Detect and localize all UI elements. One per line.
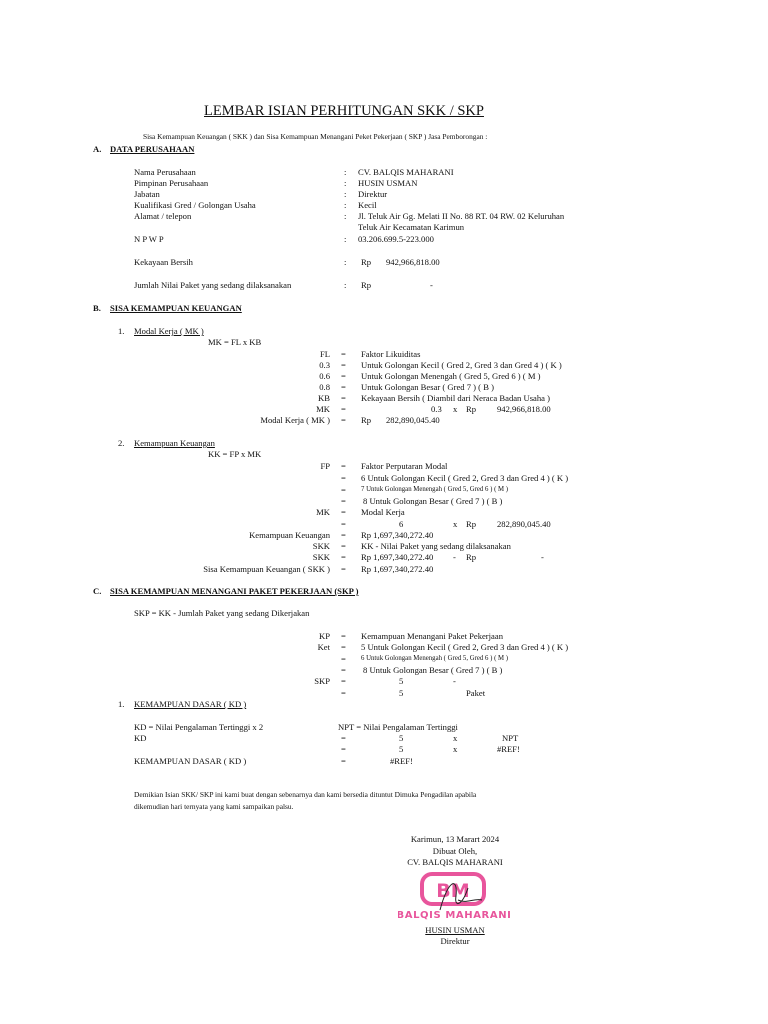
stamp-text: BALQIS MAHARANI	[398, 910, 510, 921]
skk-label: SKK	[312, 552, 330, 562]
equals-sign: =	[341, 360, 346, 370]
qualification-label: Kualifikasi Gred / Golongan Usaha	[134, 200, 256, 210]
equals-sign: =	[341, 349, 346, 359]
financial-capacity-heading: Kemampuan Keuangan	[134, 438, 215, 448]
colon: :	[344, 280, 347, 290]
mk-def-left: 0.6	[319, 371, 330, 381]
intro-text: Sisa Kemampuan Keuangan ( SKK ) dan Sisa Kemampuan Menangani Peket Pekerjaan ( SKP ) Jasa Pemborongan :	[143, 132, 488, 141]
kk-def-left: MK	[316, 507, 330, 517]
mk-result-label: Modal Kerja ( MK )	[260, 415, 330, 425]
kk-calc-factor: 6	[399, 519, 404, 529]
npt-value: #REF!	[497, 744, 520, 754]
qualification-value: Kecil	[358, 200, 377, 210]
colon: :	[344, 167, 347, 177]
kd-factor: 5	[399, 733, 404, 743]
npwp-value: 03.206.699.5-223.000	[358, 234, 434, 244]
equals-sign: =	[341, 654, 346, 664]
equals-sign: =	[341, 676, 346, 686]
npt-formula: NPT = Nilai Pengalaman Tertinggi	[338, 722, 458, 732]
kk-def-text: Faktor Perputaran Modal	[361, 461, 448, 471]
kd-factor: 5	[399, 744, 404, 754]
skp-formula: SKP = KK - Jumlah Paket yang sedang Dikerjakan	[134, 608, 310, 618]
equals-sign: =	[341, 733, 346, 743]
place-date: Karimun, 13 Marart 2024	[410, 834, 500, 844]
kk-result-value: Rp 1,697,340,272.40	[361, 530, 434, 540]
skp-result-unit: Paket	[466, 688, 486, 698]
colon: :	[344, 200, 347, 210]
equals-sign: =	[341, 404, 346, 414]
kd-label: KD	[134, 733, 147, 743]
skp-result-value: 5	[399, 688, 404, 698]
signer-name: HUSIN USMAN	[425, 925, 485, 935]
net-worth-value: 942,966,818.00	[386, 257, 440, 267]
mk-def-text: Untuk Golongan Kecil ( Gred 2, Gred 3 dan Gred 4 ) ( K )	[361, 360, 562, 370]
basic-capacity-heading: KEMAMPUAN DASAR ( KD )	[134, 699, 247, 709]
currency-label: Rp	[361, 280, 372, 290]
dash-value: -	[541, 552, 544, 562]
colon: :	[344, 257, 347, 267]
mk-def-text: Untuk Golongan Besar ( Gred 7 ) ( B )	[361, 382, 494, 392]
net-worth-label: Kekayaan Bersih	[134, 257, 193, 267]
currency-label: Rp	[361, 415, 372, 425]
skk-result-value: Rp 1,697,340,272.40	[361, 564, 434, 574]
equals-sign: =	[341, 541, 346, 551]
mk-def-left: 0.8	[319, 382, 330, 392]
multiply-sign: x	[453, 404, 458, 414]
kk-calc-value: 282,890,045.40	[497, 519, 551, 529]
skp-label: SKP	[314, 676, 330, 686]
skk-formula-text: KK - Nilai Paket yang sedang dilaksanakan	[361, 541, 511, 551]
made-by-label: Dibuat Oleh,	[432, 846, 478, 856]
skp-value: 5	[399, 676, 404, 686]
mk-calc-value: 942,966,818.00	[497, 404, 551, 414]
skp-def-text: Kemampuan Menangani Paket Pekerjaan	[361, 631, 503, 641]
kk-def-text: Modal Kerja	[361, 507, 405, 517]
section-b-heading: SISA KEMAMPUAN KEUANGAN	[110, 303, 242, 313]
currency-label: Rp	[466, 552, 477, 562]
stamp-monogram: BM	[436, 880, 470, 902]
equals-sign: =	[341, 744, 346, 754]
equals-sign: =	[341, 552, 346, 562]
mk-def-text: Untuk Golongan Menengah ( Gred 5, Gred 6 ) ( M )	[361, 371, 541, 381]
kd-result-value: #REF!	[390, 756, 413, 766]
kk-def-text: 6 Untuk Golongan Kecil ( Gred 2, Gred 3 dan Gred 4 ) ( K )	[361, 473, 569, 483]
mk-calc-factor: 0.3	[431, 404, 442, 414]
skk-result-label: Sisa Kemampuan Keuangan ( SKK )	[203, 564, 330, 574]
kd-result-label: KEMAMPUAN DASAR ( KD )	[134, 756, 247, 766]
kk-def-text: 8 Untuk Golongan Besar ( Gred 7 ) ( B )	[363, 496, 503, 506]
equals-sign: =	[341, 461, 346, 471]
equals-sign: =	[341, 688, 346, 698]
equals-sign: =	[341, 564, 346, 574]
equals-sign: =	[341, 530, 346, 540]
equals-sign: =	[341, 631, 346, 641]
equals-sign: =	[341, 642, 346, 652]
company-stamp	[398, 870, 510, 926]
section-c-letter: C.	[93, 586, 102, 596]
mk-def-left: 0.3	[319, 360, 330, 370]
leader-value: HUSIN USMAN	[358, 178, 418, 188]
colon: :	[344, 234, 347, 244]
mk-def-text: Faktor Likuiditas	[361, 349, 421, 359]
section-b-letter: B.	[93, 303, 101, 313]
equals-sign: =	[341, 415, 346, 425]
minus-sign: -	[453, 552, 456, 562]
closing-statement-line2: dikemudian hari ternyata yang kami sampaikan palsu.	[134, 802, 294, 811]
currency-label: Rp	[466, 404, 477, 414]
mk-def-text: Kekayaan Bersih ( Diambil dari Neraca Badan Usaha )	[361, 393, 550, 403]
mk-result-value: 282,890,045.40	[386, 415, 440, 425]
section-c-heading: SISA KEMAMPUAN MENANGANI PAKET PEKERJAAN (SKP )	[110, 586, 359, 596]
kk-formula: KK = FP x MK	[208, 449, 262, 459]
multiply-sign: x	[453, 733, 458, 743]
skp-def-text: 6 Untuk Golongan Menengah ( Gred 5, Gred 6 ) ( M )	[361, 655, 509, 662]
skp-def-left: Ket	[317, 642, 330, 652]
equals-sign: =	[341, 382, 346, 392]
stamp-graphic	[398, 870, 510, 926]
item-number: 2.	[118, 438, 125, 448]
section-a-heading: DATA PERUSAHAAN	[110, 144, 195, 154]
skk-label: SKK	[312, 541, 330, 551]
equals-sign: =	[341, 393, 346, 403]
mk-formula: MK = FL x KB	[208, 337, 262, 347]
equals-sign: =	[341, 496, 346, 506]
company-name-value: CV. BALQIS MAHARANI	[358, 167, 454, 177]
mk-def-left: FL	[319, 349, 330, 359]
kk-def-left: FP	[320, 461, 330, 471]
kk-def-text: 7 Untuk Golongan Menengah ( Gred 5, Gred 6 ) ( M )	[361, 486, 509, 493]
address-label: Alamat / telepon	[134, 211, 192, 221]
skk-calc-value: Rp 1,697,340,272.40	[361, 552, 434, 562]
item-number: 1.	[118, 699, 125, 709]
company-name-signature: CV. BALQIS MAHARANI	[407, 857, 503, 867]
kk-result-label: Kemampuan Keuangan	[249, 530, 330, 540]
mk-def-left: KB	[318, 393, 330, 403]
equals-sign: =	[341, 519, 346, 529]
equals-sign: =	[341, 665, 346, 675]
colon: :	[344, 211, 347, 221]
page-title: LEMBAR ISIAN PERHITUNGAN SKK / SKP	[204, 103, 484, 119]
equals-sign: =	[341, 485, 346, 495]
currency-label: Rp	[361, 257, 372, 267]
address-value-line2: Teluk Air Kecamatan Karimun	[358, 222, 465, 232]
multiply-sign: x	[453, 744, 458, 754]
equals-sign: =	[341, 756, 346, 766]
position-value: Direktur	[358, 189, 388, 199]
item-number: 1.	[118, 326, 125, 336]
closing-statement-line1: Demikian Isian SKK/ SKP ini kami buat dengan sebenarnya dan kami bersedia dituntut Dimuka Pengadilan apabila	[134, 790, 477, 799]
equals-sign: =	[341, 371, 346, 381]
kd-formula: KD = Nilai Pengalaman Tertinggi x 2	[134, 722, 264, 732]
skp-def-left: KP	[319, 631, 330, 641]
section-a-letter: A.	[93, 144, 102, 154]
multiply-sign: x	[453, 519, 458, 529]
signer-position: Direktur	[440, 936, 470, 946]
colon: :	[344, 189, 347, 199]
npwp-label: N P W P	[134, 234, 164, 244]
skp-def-text: 5 Untuk Golongan Kecil ( Gred 2, Gred 3 dan Gred 4 ) ( K )	[361, 642, 569, 652]
ongoing-packages-label: Jumlah Nilai Paket yang sedang dilaksanakan	[134, 280, 292, 290]
mk-calc-left: MK	[316, 404, 330, 414]
npt-label: NPT	[502, 733, 519, 743]
skp-def-text: 8 Untuk Golongan Besar ( Gred 7 ) ( B )	[363, 665, 503, 675]
equals-sign: =	[341, 507, 346, 517]
position-label: Jabatan	[134, 189, 160, 199]
address-value: Jl. Teluk Air Gg. Melati II No. 88 RT. 04 RW. 02 Keluruhan	[358, 211, 565, 221]
equals-sign: =	[341, 473, 346, 483]
working-capital-heading: Modal Kerja ( MK )	[134, 326, 204, 336]
currency-label: Rp	[466, 519, 477, 529]
colon: :	[344, 178, 347, 188]
company-name-label: Nama Perusahaan	[134, 167, 196, 177]
ongoing-packages-value: -	[430, 280, 433, 290]
leader-label: Pimpinan Perusahaan	[134, 178, 209, 188]
dash-value: -	[453, 676, 456, 686]
